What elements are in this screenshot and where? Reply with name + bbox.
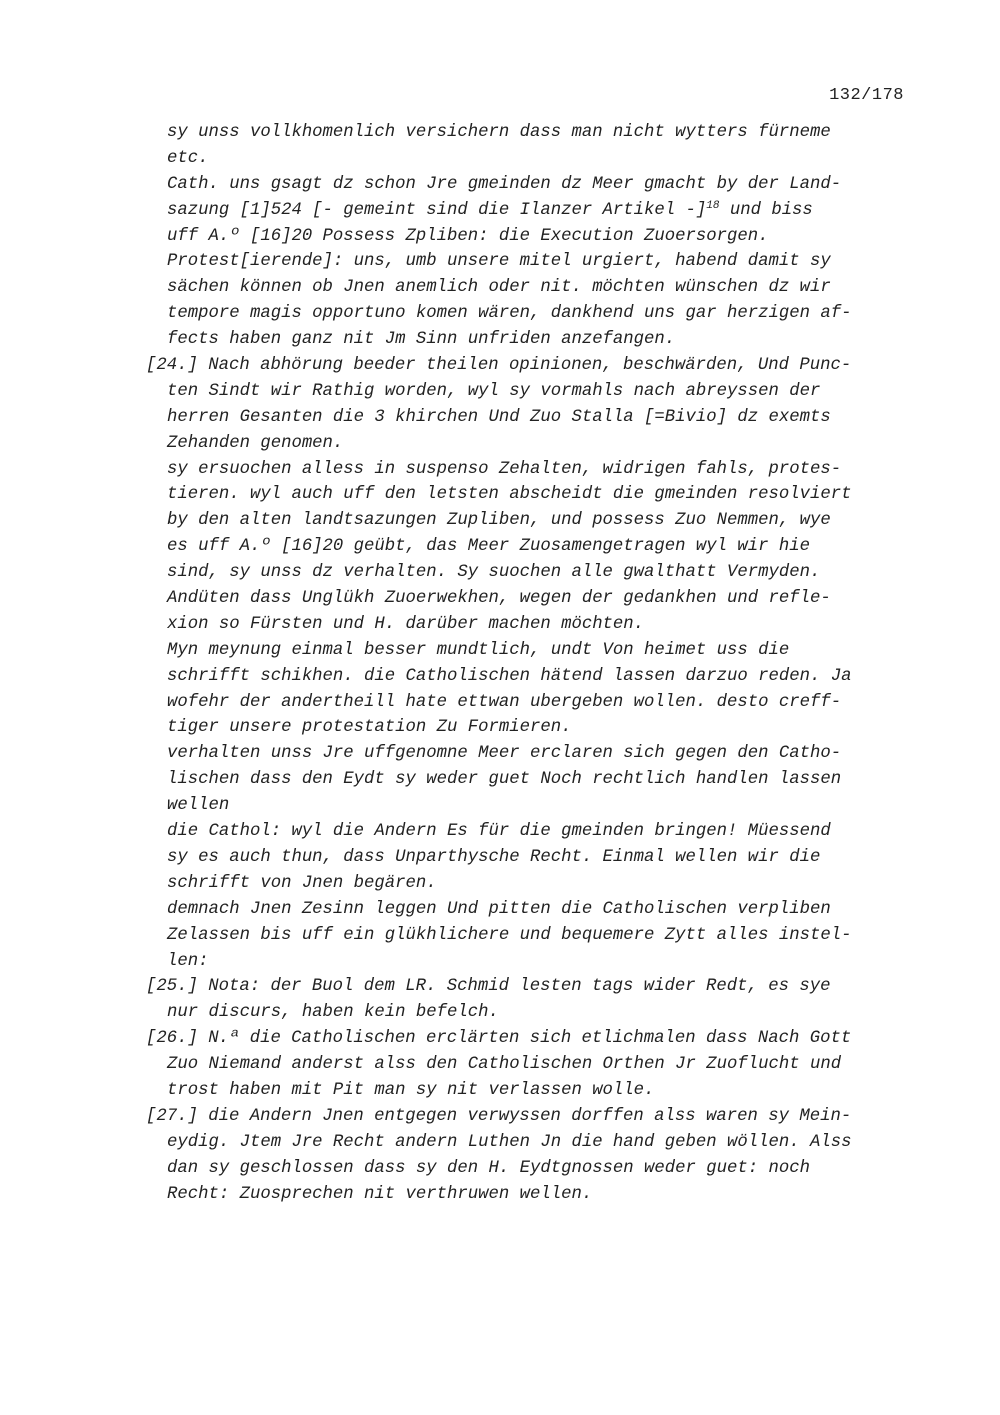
text-line: by den alten landtsazungen Zupliben, und possess Zuo Nemmen, wye bbox=[167, 511, 831, 531]
text-line: sy unss vollkhomenlich versichern dass man nicht wytters fürneme bbox=[167, 123, 831, 142]
text-line: fects haben ganz nit Jm Sinn unfriden anzefangen. bbox=[167, 330, 676, 350]
text-line: ten Sindt wir Rathig worden, wyl sy vormahls nach abreyssen der bbox=[167, 381, 821, 401]
text-line: es uff A.º [16]20 geübt, das Meer Zuosamengetragen wyl wir hie bbox=[167, 537, 810, 557]
text-line: verhalten unss Jre uffgenomne Meer erclaren sich gegen den Catho- bbox=[167, 744, 842, 764]
text-line: Zuo Niemand anderst alss den Catholischen Orthen Jr Zuoflucht und bbox=[167, 1055, 842, 1075]
footnote-marker: 18 bbox=[706, 199, 720, 212]
text-line: Zelassen bis uff ein glükhlichere und bequemere Zytt alles instel- bbox=[167, 925, 852, 945]
text-line: etc. bbox=[167, 148, 209, 168]
text-line: dan sy geschlossen dass sy den H. Eydtgnossen weder guet: noch bbox=[167, 1158, 810, 1178]
text-line: [25.] Nota: der Buol dem LR. Schmid lesten tags wider Redt, es sye bbox=[146, 977, 831, 997]
text-line: tieren. wyl auch uff den letsten abscheidt die gmeinden resolviert bbox=[167, 485, 852, 505]
text-line: sind, sy unss dz verhalten. Sy suochen alle gwalthatt Vermyden. bbox=[167, 563, 821, 583]
text-line: sazung [1]524 [- gemeint sind die Ilanzer Artikel -]$^{18}$ und biss bbox=[167, 199, 813, 220]
text-line: Protest[ierende]: uns, umb unsere mitel urgiert, habend damit sy bbox=[167, 252, 831, 272]
text-line: Recht: Zuosprechen nit verthruwen wellen. bbox=[167, 1184, 593, 1204]
transcription-text bbox=[146, 120, 916, 1207]
text-line: Andüten dass Unglükh Zuoerwekhen, wegen der gedankhen und refle- bbox=[167, 589, 831, 609]
text-line: sy es auch thun, dass Unparthysche Recht. Einmal wellen wir die bbox=[167, 847, 821, 867]
text-line: sächen können ob Jnen anemlich oder nit. möchten wünschen dz wir bbox=[167, 278, 831, 298]
text-line: [26.] N.ª die Catholischen erclärten sich etlichmalen dass Nach Gott bbox=[146, 1029, 852, 1049]
text-line: Zehanden genomen. bbox=[167, 433, 344, 453]
text-line: tempore magis opportuno komen wären, dankhend uns gar herzigen af- bbox=[167, 304, 852, 324]
text-line: sy ersuochen alless in suspenso Zehalten, widrigen fahls, protes- bbox=[167, 459, 842, 479]
text-line: Myn meynung einmal besser mundtlich, undt Von heimet uss die bbox=[167, 640, 790, 660]
text-line: trost haben mit Pit man sy nit verlassen wolle. bbox=[167, 1080, 655, 1100]
text-line: Cath. uns gsagt dz schon Jre gmeinden dz Meer gmacht by der Land- bbox=[167, 174, 842, 194]
text-line: wofehr der andertheill hate ettwan ubergeben wollen. desto creff- bbox=[167, 692, 842, 712]
text-line: xion so Fürsten und H. darüber machen möchten. bbox=[167, 614, 645, 634]
text-line: die Cathol: wyl die Andern Es für die gmeinden bringen! Müessend bbox=[167, 822, 831, 842]
text-line: [27.] die Andern Jnen entgegen verwyssen dorffen alss waren sy Mein- bbox=[146, 1106, 852, 1126]
text-line: nur discurs, haben kein befelch. bbox=[167, 1003, 499, 1023]
text-line: eydig. Jtem Jre Recht andern Luthen Jn die hand geben wöllen. Alss bbox=[167, 1132, 852, 1152]
text-line: schrifft schikhen. die Catholischen hätend lassen darzuo reden. Ja bbox=[167, 666, 852, 686]
page-number: 132/178 bbox=[829, 86, 904, 105]
text-line: uff A.º [16]20 Possess Zpliben: die Execution Zuoersorgen. bbox=[167, 226, 769, 246]
text-line: lischen dass den Eydt sy weder guet Noch rechtlich handlen lassen bbox=[167, 770, 842, 790]
text-line: [24.] Nach abhörung beeder theilen opinionen, beschwärden, Und Punc- bbox=[146, 356, 852, 376]
text-line: herren Gesanten die 3 khirchen Und Zuo Stalla [=Bivio] dz exemts bbox=[167, 407, 831, 427]
text-line: schrifft von Jnen begären. bbox=[167, 873, 437, 893]
text-line: tiger unsere protestation Zu Formieren. bbox=[167, 718, 572, 738]
text-line: len: bbox=[167, 951, 209, 971]
text-line: wellen bbox=[167, 796, 230, 816]
text-line: demnach Jnen Zesinn leggen Und pitten die Catholischen verpliben bbox=[167, 899, 831, 919]
